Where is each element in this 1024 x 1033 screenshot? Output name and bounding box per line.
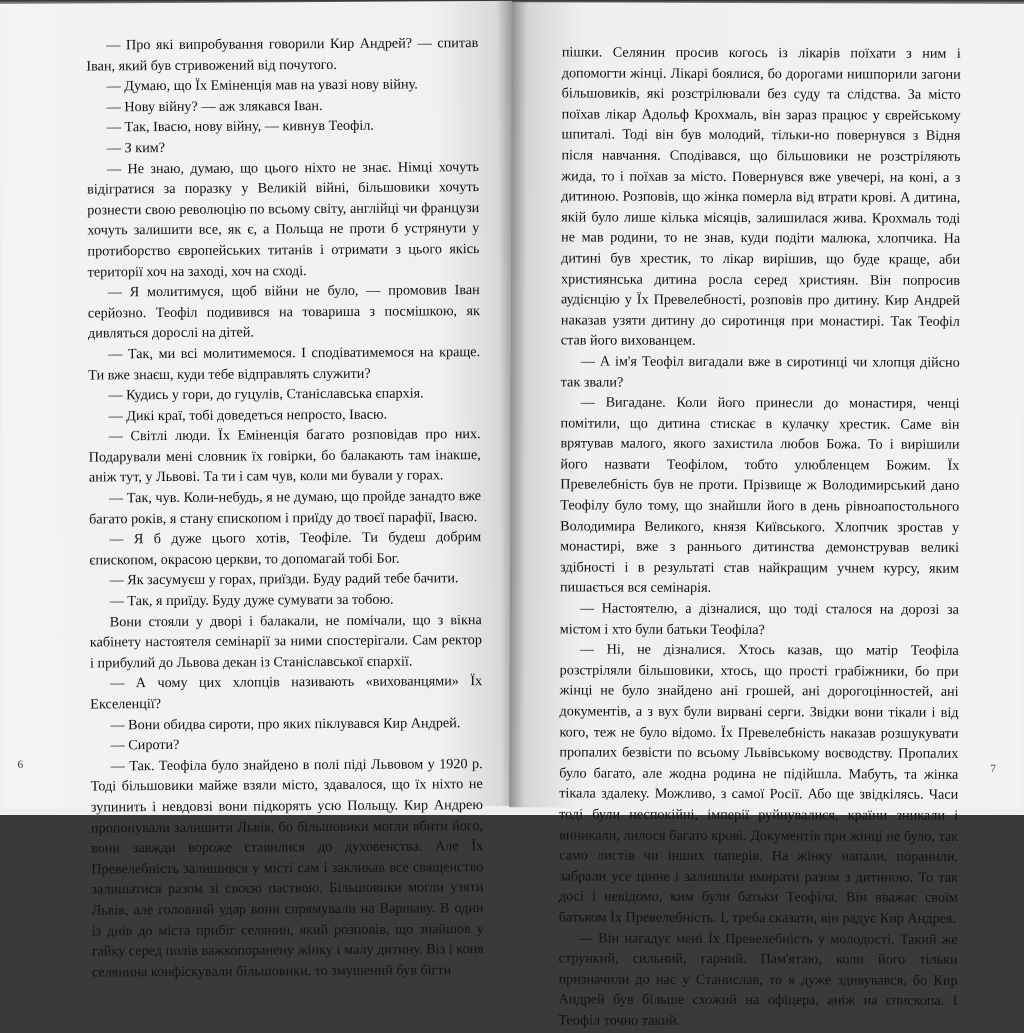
paragraph: — А ім'я Теофіл вигадали вже в сиротинці чи хлопця дійсно так звали? [560,353,960,391]
paragraph: — Я б дуже цього хотів, Теофіле. Ти будеш добрим єпископом, окрасою церкви, то допомагай тобі Бог. [89,529,482,569]
paragraph: — Вони обидва сироти, про яких піклувався Кир Андрей. [110,714,461,733]
left-page-number: 6 [17,758,24,771]
left-page-text [86,33,484,983]
paragraph: — Нову війну? — аж злякався Іван. [106,97,323,116]
paragraph: — Кудись у гори, до гуцулів, Станіславська єпархія. [108,385,424,404]
paragraph: — Настоятелю, а дізналися, що тоді сталося на дорозі за містом і хто були батьки Теофіла? [559,600,959,638]
paragraph: — Так. Теофіла було знайдено в полі піді Львовом у 1920 р. Тоді більшовики майже взяли місто, здавалося, що їх ніхто не зупинить і невдовзі вони підкорять усю Польщу. Кир Андрею пропонували залишити Львів, бо більшовики могли вбити його, вони завжди вороже ставилися до духовенства. Але Їх Превелебність залишився у місті сам і закликав все священство залишатися разом зі своєю паствою. Більшовики могли узяти Львів, але головний удар вони спрямували на Варшаву. В один із днів до міста прибіг селянин, який розповів, що знайшов у гайку серед полів важкопоранену жінку і малу дитину. Віз і коня селянина конфіскували більшовики, то змушений був бігти [90,755,484,981]
paragraph: пішки. Селянин просив когось із лікарів поїхати з ним і допомогти жінці. Лікарі боялися, бо дорогами нишпорили загони більшовиків, які розстрілювали без суду та слідства. За місто поїхав лікар Адольф Крохмаль, він зараз працює у єврейському шпиталі. Тоді він був молодий, тільки-но повернувся з Відня після навчання. Сподівався, що більшовики не розстріляють жида, то і поїхав за місто. Повернувся вже увечері, на коні, а з дитиною. Розповів, що жінка померла від втрати крові. А дитина, якій було лише кілька місяців, залишилася жива. Крохмаль тоді не мав родини, то не знав, куди подіти малюка, хлопчика. На дитині був хрестик, то лікар вирішив, що буде краще, аби християнська дитина росла серед християн. Він попросив аудієнцію у Їх Превелебності, розповів про дитину. Кир Андрей наказав узяти дитину до сиротинця при монастирі. Так Теофіл став його вихованцем. [560,44,961,350]
paragraph: — З ким? [106,139,166,157]
paragraph: — Вигадане. Коли його принесли до монастиря, ченці помітили, що дитина стискає в кулачку хрестик. Саме він врятував малого, якого захистила любов Божа. То і вирішили його назвати Теофілом, тобто улюбленцем Божим. Їх Превелебність був не проти. Прізвище ж Володимирський дано Теофілу було тому, що знайшли його в день рівноапостольного Володимира Великого, князя Київського. Хлопчик зростав у монастирі, вже з раннього дитинства демонстрував великі здібності і в результаті став найкращим учнем курсу, яким пишається вся семінарія. [559,394,960,597]
paragraph: — Так, ми всі молитимемося. І сподіватимемося на краще. Ти вже знаєш, куди тебе відправлять служити? [88,343,481,383]
paragraph: — Як засумуєш у горах, приїзди. Буду радий тебе бачити. [109,570,459,589]
paragraph: — Він нагадує мені Їх Превелебність у молодості. Такий же стрункий, сильний, гарний. Пам'ятаю, коли його тільки призначили до нас у Станислав, то я дуже здивувався, бо Кир Андрей був більше схожий на офіцера, аніж на єпископа. І Теофіл точно такий. [558,929,958,1029]
paragraph: — Я молитимуся, щоб війни не було, — промовив Іван серйозно. Теофіл подивився на товариша з посмішкою, як дивляться дорослі на дітей. [87,282,480,342]
paragraph: — А чому цих хлопців називають «вихованцями» Їх Екселенції? [90,673,483,713]
paragraph: — Так, чув. Коли-небудь, я не думаю, що пройде занадто вже багато років, я стану єпископом і приїду до твоєї парафії, Івасю. [89,488,482,528]
paragraph: — Ні, не дізналися. Хтось казав, що матір Теофіла розстріляли більшовики, хтось, що прості грабіжники, бо при жінці не було знайдено ані грошей, ані дорогоцінностей, ані документів, а з вух були вирвані серги. Звідки вони тікали і від кого, теж не було відомо. Їх Превелебність наказав розшукувати пропалих безвісти по всьому Львівському воєводству. Пропалих було багато, але жодна родина не підійшла. Мабуть, та жінка тікала здалеку. Можливо, з самої Росії. Або ще звідкілясь. Часи тоді були неспокійні, імперії руйнувалися, країни зникали і виникали, лилося багато крові. Документів при жінці не було, так само листів чи інших паперів. На жінку напали, поранили, забрали усе цінне і залишили вмирати разом з дитиною. То так досі і невідомо, ким були батьки Теофіла. Він вважає своїм батьком Їх Превелебність. І, треба сказати, він радує Кир Андрея. [558,641,959,927]
left-page [0,1,517,981]
paragraph: — Думаю, що Їх Еміненція мав на увазі нову війну. [106,76,418,95]
right-page-text [558,42,960,1032]
paragraph: — Дикі краї, тобі доведеться непросто, Івасю. [108,406,388,425]
paragraph: Вони стояли у дворі і балакали, не помічали, що з вікна кабінету настоятеля семінарії за ними спостерігали. Сам ректор і прибулий до Львова декан із Станіславської єпархії. [89,611,482,672]
paragraph: — Не знаю, думаю, що цього ніхто не знає. Німці хочуть відігратися за поразку у Великій війні, більшовики хочуть рознести свою революцію по всьому світу, англійці чи французи хочуть залишити все, як є, а Польща не проти б устрянути у протиборство європейських титанів і отримати з цього якісь території хоч на заході, хоч на сході. [87,158,480,281]
paragraph: — Так, я приїду. Буду дуже сумувати за тобою. [109,591,394,610]
paragraph: — Так, Івасю, нову війну, — кивнув Теофіл. [106,118,374,136]
right-page [509,2,1024,1029]
paragraph: — Світлі люди. Їх Еміненція багато розповідав про них. Подарували мені словник їх говірки, бо балакають там інакше, аніж тут, у Львові. Та ти і сам чув, коли ми бували у горах. [88,426,481,486]
paragraph: — Про які випробування говорили Кир Андрей? — спитав Іван, який був стривожений від почутого. [86,35,479,75]
paragraph: — Сироти? [110,737,180,754]
right-page-number: 7 [990,762,996,775]
